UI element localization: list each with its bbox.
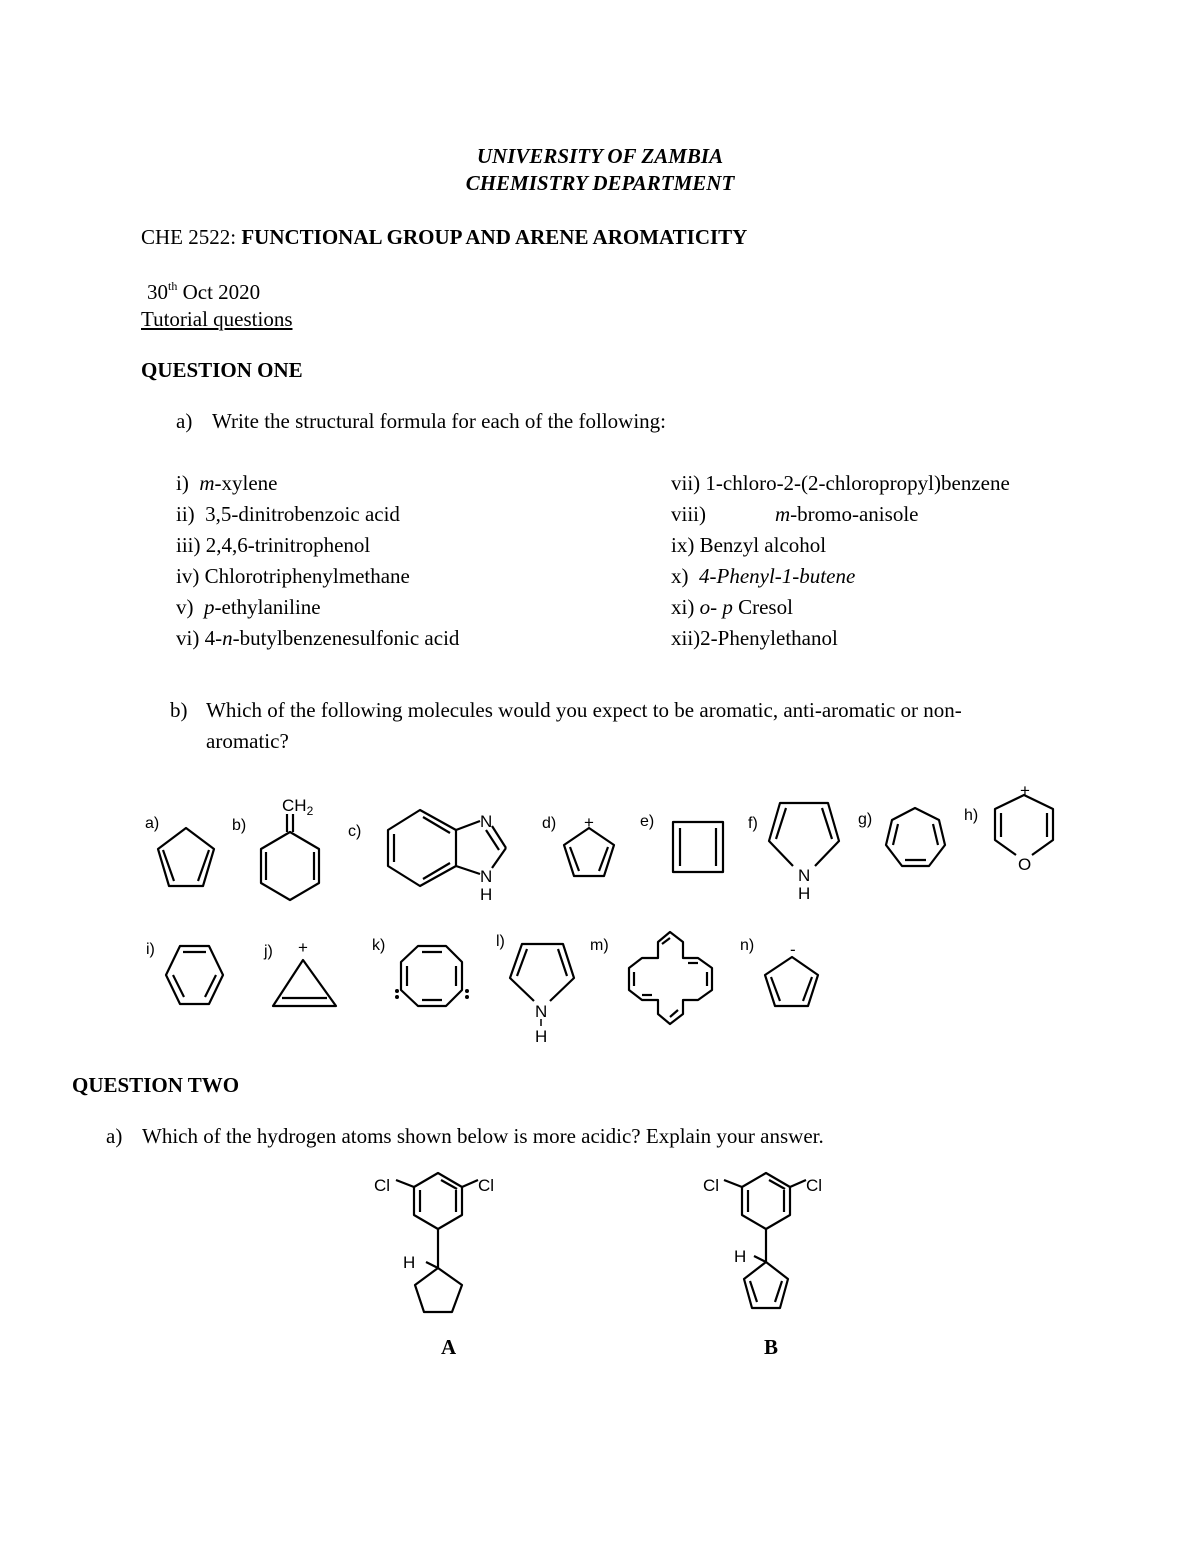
list-item: ix) Benzyl alcohol: [671, 533, 827, 557]
molecule-label-n: n): [740, 937, 755, 954]
department-title: CHEMISTRY DEPARTMENT: [465, 171, 735, 195]
list-item: ii) 3,5-dinitrobenzoic acid: [176, 502, 400, 526]
minus-charge: -: [790, 940, 796, 959]
course-title: FUNCTIONAL GROUP AND ARENE AROMATICITY: [241, 225, 748, 249]
atom-cl: Cl: [703, 1176, 720, 1195]
molecule-h-pyrylium: [995, 781, 1053, 874]
molecule-label-f: f): [748, 815, 758, 832]
plus-charge: +: [1020, 781, 1030, 800]
list-item: viii): [671, 502, 706, 526]
q2a-label: a): [106, 1124, 123, 1148]
list-item: xi) o- p Cresol: [671, 595, 793, 619]
molecule-label-e: e): [640, 813, 655, 830]
q1b-text-line2: aromatic?: [206, 729, 289, 753]
molecule-c-benzimidazole: [388, 810, 506, 904]
university-title: UNIVERSITY OF ZAMBIA: [476, 144, 724, 168]
list-item: iii) 2,4,6-trinitrophenol: [176, 533, 371, 557]
molecule-g-cycloheptatriene: [886, 808, 945, 866]
q1b-label: b): [170, 698, 188, 722]
molecule-label-c: c): [348, 823, 362, 840]
atom-cl: Cl: [374, 1176, 391, 1195]
list-item: vii) 1-chloro-2-(2-chloropropyl)benzene: [671, 471, 1010, 495]
molecule-d-cyclopentadienyl-cation: [564, 813, 614, 876]
molecule-a-cyclopentadiene: [158, 828, 214, 886]
atom-cl: Cl: [478, 1176, 495, 1195]
molecule-label-d: d): [542, 815, 557, 832]
molecule-e-cyclobutadiene: [673, 822, 723, 872]
atom-h: H: [403, 1253, 416, 1272]
molecule-label-k: k): [372, 937, 386, 954]
molecule-label-g: g): [858, 811, 873, 828]
plus-charge: +: [298, 938, 308, 957]
molecule-label-m: m): [590, 937, 609, 954]
atom-cl: Cl: [806, 1176, 823, 1195]
date-sup: th: [168, 279, 178, 293]
course-code: CHE 2522:: [141, 225, 237, 249]
q2a-text: Which of the hydrogen atoms shown below is more acidic? Explain your answer.: [142, 1124, 824, 1148]
molecule-k-cyclooctatetraene-dianion: [395, 946, 469, 1006]
q1b-text-line1: Which of the following molecules would you expect to be aromatic, anti-aromatic or non-: [206, 698, 962, 722]
question-two-heading: QUESTION TWO: [72, 1073, 240, 1097]
atom-ch2: $CH_2$: [282, 796, 314, 818]
list-item: xii)2-Phenylethanol: [671, 626, 838, 650]
molecule-label-i: i): [146, 941, 155, 958]
q1a-label: a): [176, 409, 193, 433]
molecule-label-j: j): [264, 943, 273, 960]
compound-label-b: B: [764, 1335, 779, 1359]
atom-n: N: [480, 867, 493, 886]
plus-charge: +: [584, 813, 594, 832]
compound-a-structure: [374, 1173, 494, 1312]
atom-n: N: [798, 866, 811, 885]
subtitle: Tutorial questions: [141, 307, 293, 331]
molecule-label-h: h): [964, 807, 979, 824]
molecule-j-cyclopropenyl-cation: [273, 938, 336, 1006]
compound-b-structure: [703, 1173, 822, 1308]
list-item: x) 4-Phenyl-1-butene: [671, 564, 856, 588]
molecule-b-methylene-cyclohexadiene: [261, 796, 319, 900]
list-item: iv) Chlorotriphenylmethane: [176, 564, 410, 588]
molecule-n-cyclopentadienyl-anion: [765, 940, 818, 1006]
atom-o: O: [1018, 855, 1032, 874]
date-rest: Oct 2020: [182, 280, 261, 304]
molecule-label-a: a): [145, 815, 160, 832]
molecule-label-b: b): [232, 817, 247, 834]
molecule-l-pyrrole: [510, 944, 574, 1046]
atom-h: H: [734, 1247, 747, 1266]
atom-n: N: [480, 812, 493, 831]
list-item: i) m-xylene: [176, 471, 278, 495]
compound-label-a: A: [441, 1335, 457, 1359]
molecule-label-l: l): [496, 933, 505, 950]
q1a-text: Write the structural formula for each of the following:: [212, 409, 666, 433]
molecule-f-pyrrole: [769, 803, 839, 903]
molecule-i-benzene: [166, 946, 223, 1004]
atom-h: H: [798, 884, 811, 903]
list-item: v) p-ethylaniline: [176, 595, 321, 619]
date-day: 30: [147, 280, 168, 304]
atom-h: H: [480, 885, 493, 904]
atom-h: H: [535, 1027, 548, 1046]
question-one-heading: QUESTION ONE: [141, 358, 303, 382]
list-item: m-bromo-anisole: [775, 502, 919, 526]
atom-n: N: [535, 1002, 548, 1021]
molecule-m-annulene: [629, 932, 712, 1024]
list-item: vi) 4-n-butylbenzenesulfonic acid: [176, 626, 460, 650]
